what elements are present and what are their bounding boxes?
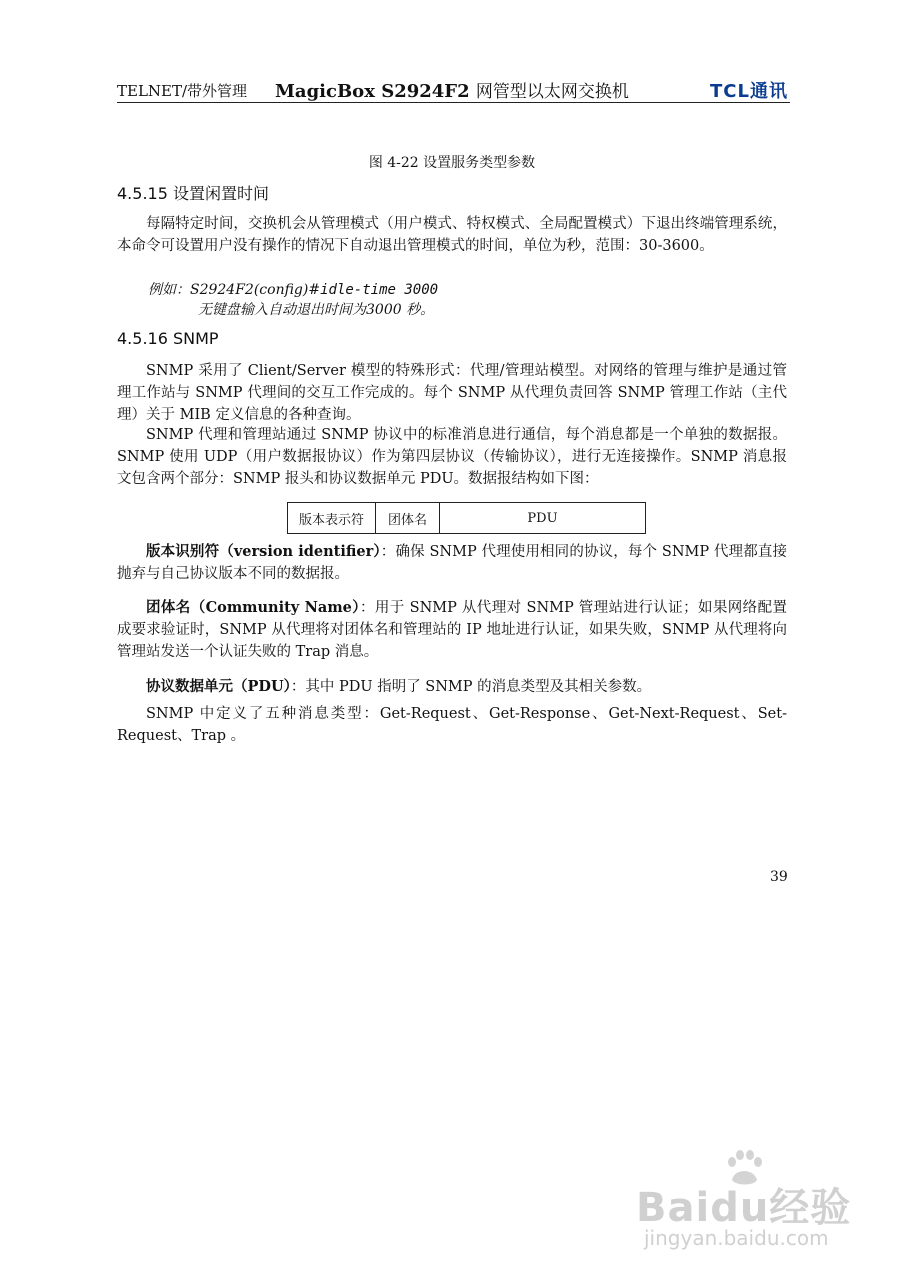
header-product-cn: 网管型以太网交换机 xyxy=(475,82,629,102)
pdu-cell-version: 版本表示符 xyxy=(288,503,376,533)
pdu-desc: ：其中 PDU 指明了 SNMP 的消息类型及其相关参数。 xyxy=(290,679,652,695)
figure-caption: 图 4-22 设置服务类型参数 xyxy=(368,155,536,171)
baidu-watermark xyxy=(636,1150,856,1250)
version-term: 版本识别符（version identifier） xyxy=(146,543,381,560)
page-number: 39 xyxy=(770,869,788,885)
snmp-paragraph-2: SNMP 代理和管理站通过 SNMP 协议中的标准消息进行通信，每个消息都是一个单独的数据报。SNMP 使用 UDP（用户数据报协议）作为第四层协议（传输协议），进行无连接操作。SNMP 消息报文包含两个部分：SNMP 报头和协议数据单元 PDU。数据报结构如下图： xyxy=(117,427,787,487)
example-command: idle-time 3000 xyxy=(320,282,439,298)
community-name-paragraph xyxy=(117,597,787,663)
version-desc: ：确保 SNMP 代理使用相同的协议，每个 SNMP 代理都直接抛弃与自己协议版本不同的数据报。 xyxy=(117,544,787,582)
page-header xyxy=(117,72,790,103)
section-heading-snmp: 4.5.16 SNMP xyxy=(117,329,219,348)
watermark-url: jingyan.baidu.com xyxy=(644,1226,829,1250)
watermark-brand: Baidu经验 xyxy=(636,1185,852,1231)
pdu-structure-table xyxy=(287,502,646,534)
idle-time-example xyxy=(148,279,438,299)
community-desc: ：用于 SNMP 从代理对 SNMP 管理站进行认证；如果网络配置成要求验证时，SNMP 从代理将对团体名和管理站的 IP 地址进行认证，如果失败，SNMP 从代理将向管理站发送一个认证失败的 Trap 消息。 xyxy=(117,600,787,660)
version-identifier-paragraph xyxy=(117,541,787,585)
message-types-paragraph: SNMP 中定义了五种消息类型：Get-Request、Get-Response、Get-Next-Request、Set-Request、Trap 。 xyxy=(117,706,787,744)
header-product-en: MagicBox S2924F2 xyxy=(275,81,470,102)
header-section-title: TELNET/带外管理 xyxy=(117,82,248,100)
example-description: 无键盘输入自动退出时间为3000 秒。 xyxy=(198,302,435,318)
pdu-cell-pdu: PDU xyxy=(527,510,558,526)
pdu-cell-community: 团体名 xyxy=(376,503,440,533)
example-label: 例如：S2924F2(config)# xyxy=(148,282,321,298)
snmp-paragraph-1: SNMP 采用了 Client/Server 模型的特殊形式：代理/管理站模型。对网络的管理与维护是通过管理工作站与 SNMP 代理间的交互工作完成的。每个 SNMP 从代理负责回答 SNMP 管理工作站（主代理）关于 MIB 定义信息的各种查询。 xyxy=(117,363,787,423)
section-heading-idle-time: 4.5.15 设置闲置时间 xyxy=(117,184,269,203)
idle-time-paragraph: 每隔特定时间，交换机会从管理模式（用户模式、特权模式、全局配置模式）下退出终端管理系统，本命令可设置用户没有操作的情况下自动退出管理模式的时间，单位为秒，范围：30-3600。 xyxy=(117,216,787,254)
pdu-paragraph xyxy=(117,676,787,698)
tcl-logo: TCL通讯 xyxy=(710,81,788,102)
community-term: 团体名（Community Name） xyxy=(146,599,360,616)
pdu-term: 协议数据单元（PDU） xyxy=(146,678,291,695)
header-product-title xyxy=(275,77,629,102)
